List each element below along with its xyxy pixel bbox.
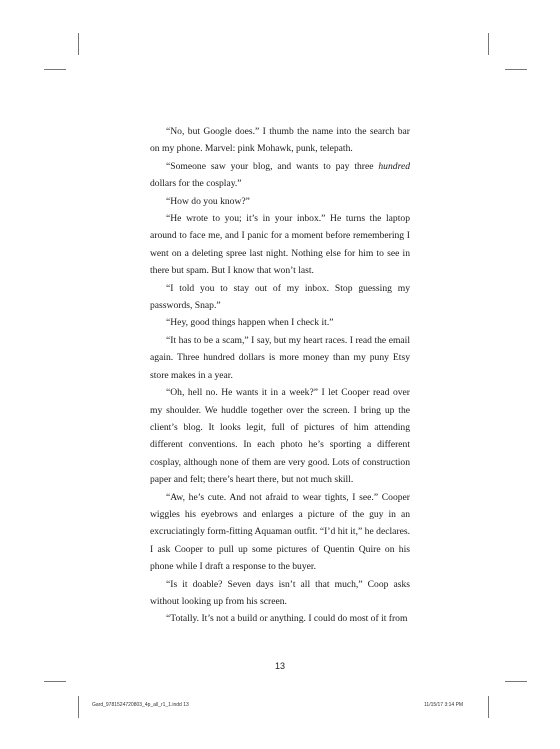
paragraph: “Hey, good things happen when I check it.” — [166, 317, 334, 329]
slug-left: Gard_9781524720803_4p_all_r1_1.indd 13 — [92, 702, 189, 708]
body-text — [150, 123, 410, 628]
paragraph: “Oh, hell no. He wants it in a week?” I let Cooper read over my shoulder. We huddle together over the screen. I bring up the client’s blog. It looks legit, full of pictures of him attending different conventions. In each photo he’s sporting a different cosplay, although none of them are very good. Lots of construction paper and felt; there’s heart there, but not much skill. — [150, 387, 410, 486]
crop-mark-top-left-h — [44, 69, 66, 70]
emphasis: hundred — [378, 160, 410, 172]
crop-mark-bottom-left — [78, 696, 79, 718]
crop-mark-bottom-right — [488, 696, 489, 718]
paragraph: “Aw, he’s cute. And not afraid to wear tights, I see.” Cooper wiggles his eyebrows and enlarges a picture of the guy in an excruciatingly form-fitting Aquaman outfit. “I’d hit it,” he declares. I ask Cooper to pull up some pictures of Quentin Quire on his phone while I draft a response to the buyer. — [150, 491, 410, 573]
paragraph-text: dollars for the cosplay.” — [150, 178, 242, 190]
page-number: 13 — [274, 661, 285, 671]
paragraph: “I told you to stay out of my inbox. Stop guessing my passwords, Snap.” — [150, 282, 410, 312]
paragraph: “Is it doable? Seven days isn’t all that much,” Coop asks without looking up from his screen. — [150, 578, 410, 607]
crop-mark-top-right — [488, 33, 489, 55]
paragraph: “No, but Google does.” I thumb the name into the search bar on my phone. Marvel: pink Mohawk, punk, telepath. — [150, 126, 410, 155]
paragraph — [150, 158, 410, 193]
paragraph: “Totally. It’s not a build or anything. I could do most of it from — [166, 613, 408, 625]
crop-mark-top-left — [78, 33, 79, 55]
paragraph-text: “Someone saw your blog, and wants to pay three — [166, 160, 379, 172]
paragraph: “He wrote to you; it’s in your inbox.” He turns the laptop around to face me, and I panic for a moment before remembering I went on a deleting spree last night. Nothing else for him to see in there but spam. But I know that won’t last. — [150, 213, 410, 277]
crop-mark-bottom-right-h — [505, 681, 527, 682]
paragraph: “It has to be a scam,” I say, but my heart races. I read the email again. Three hundred dollars is more money than my puny Etsy store makes in a year. — [150, 334, 410, 381]
slug-right: 11/15/17 3:14 PM — [424, 702, 464, 708]
crop-mark-bottom-left-h — [44, 681, 66, 682]
paragraph: “How do you know?” — [166, 195, 250, 207]
crop-mark-top-right-h — [505, 69, 527, 70]
